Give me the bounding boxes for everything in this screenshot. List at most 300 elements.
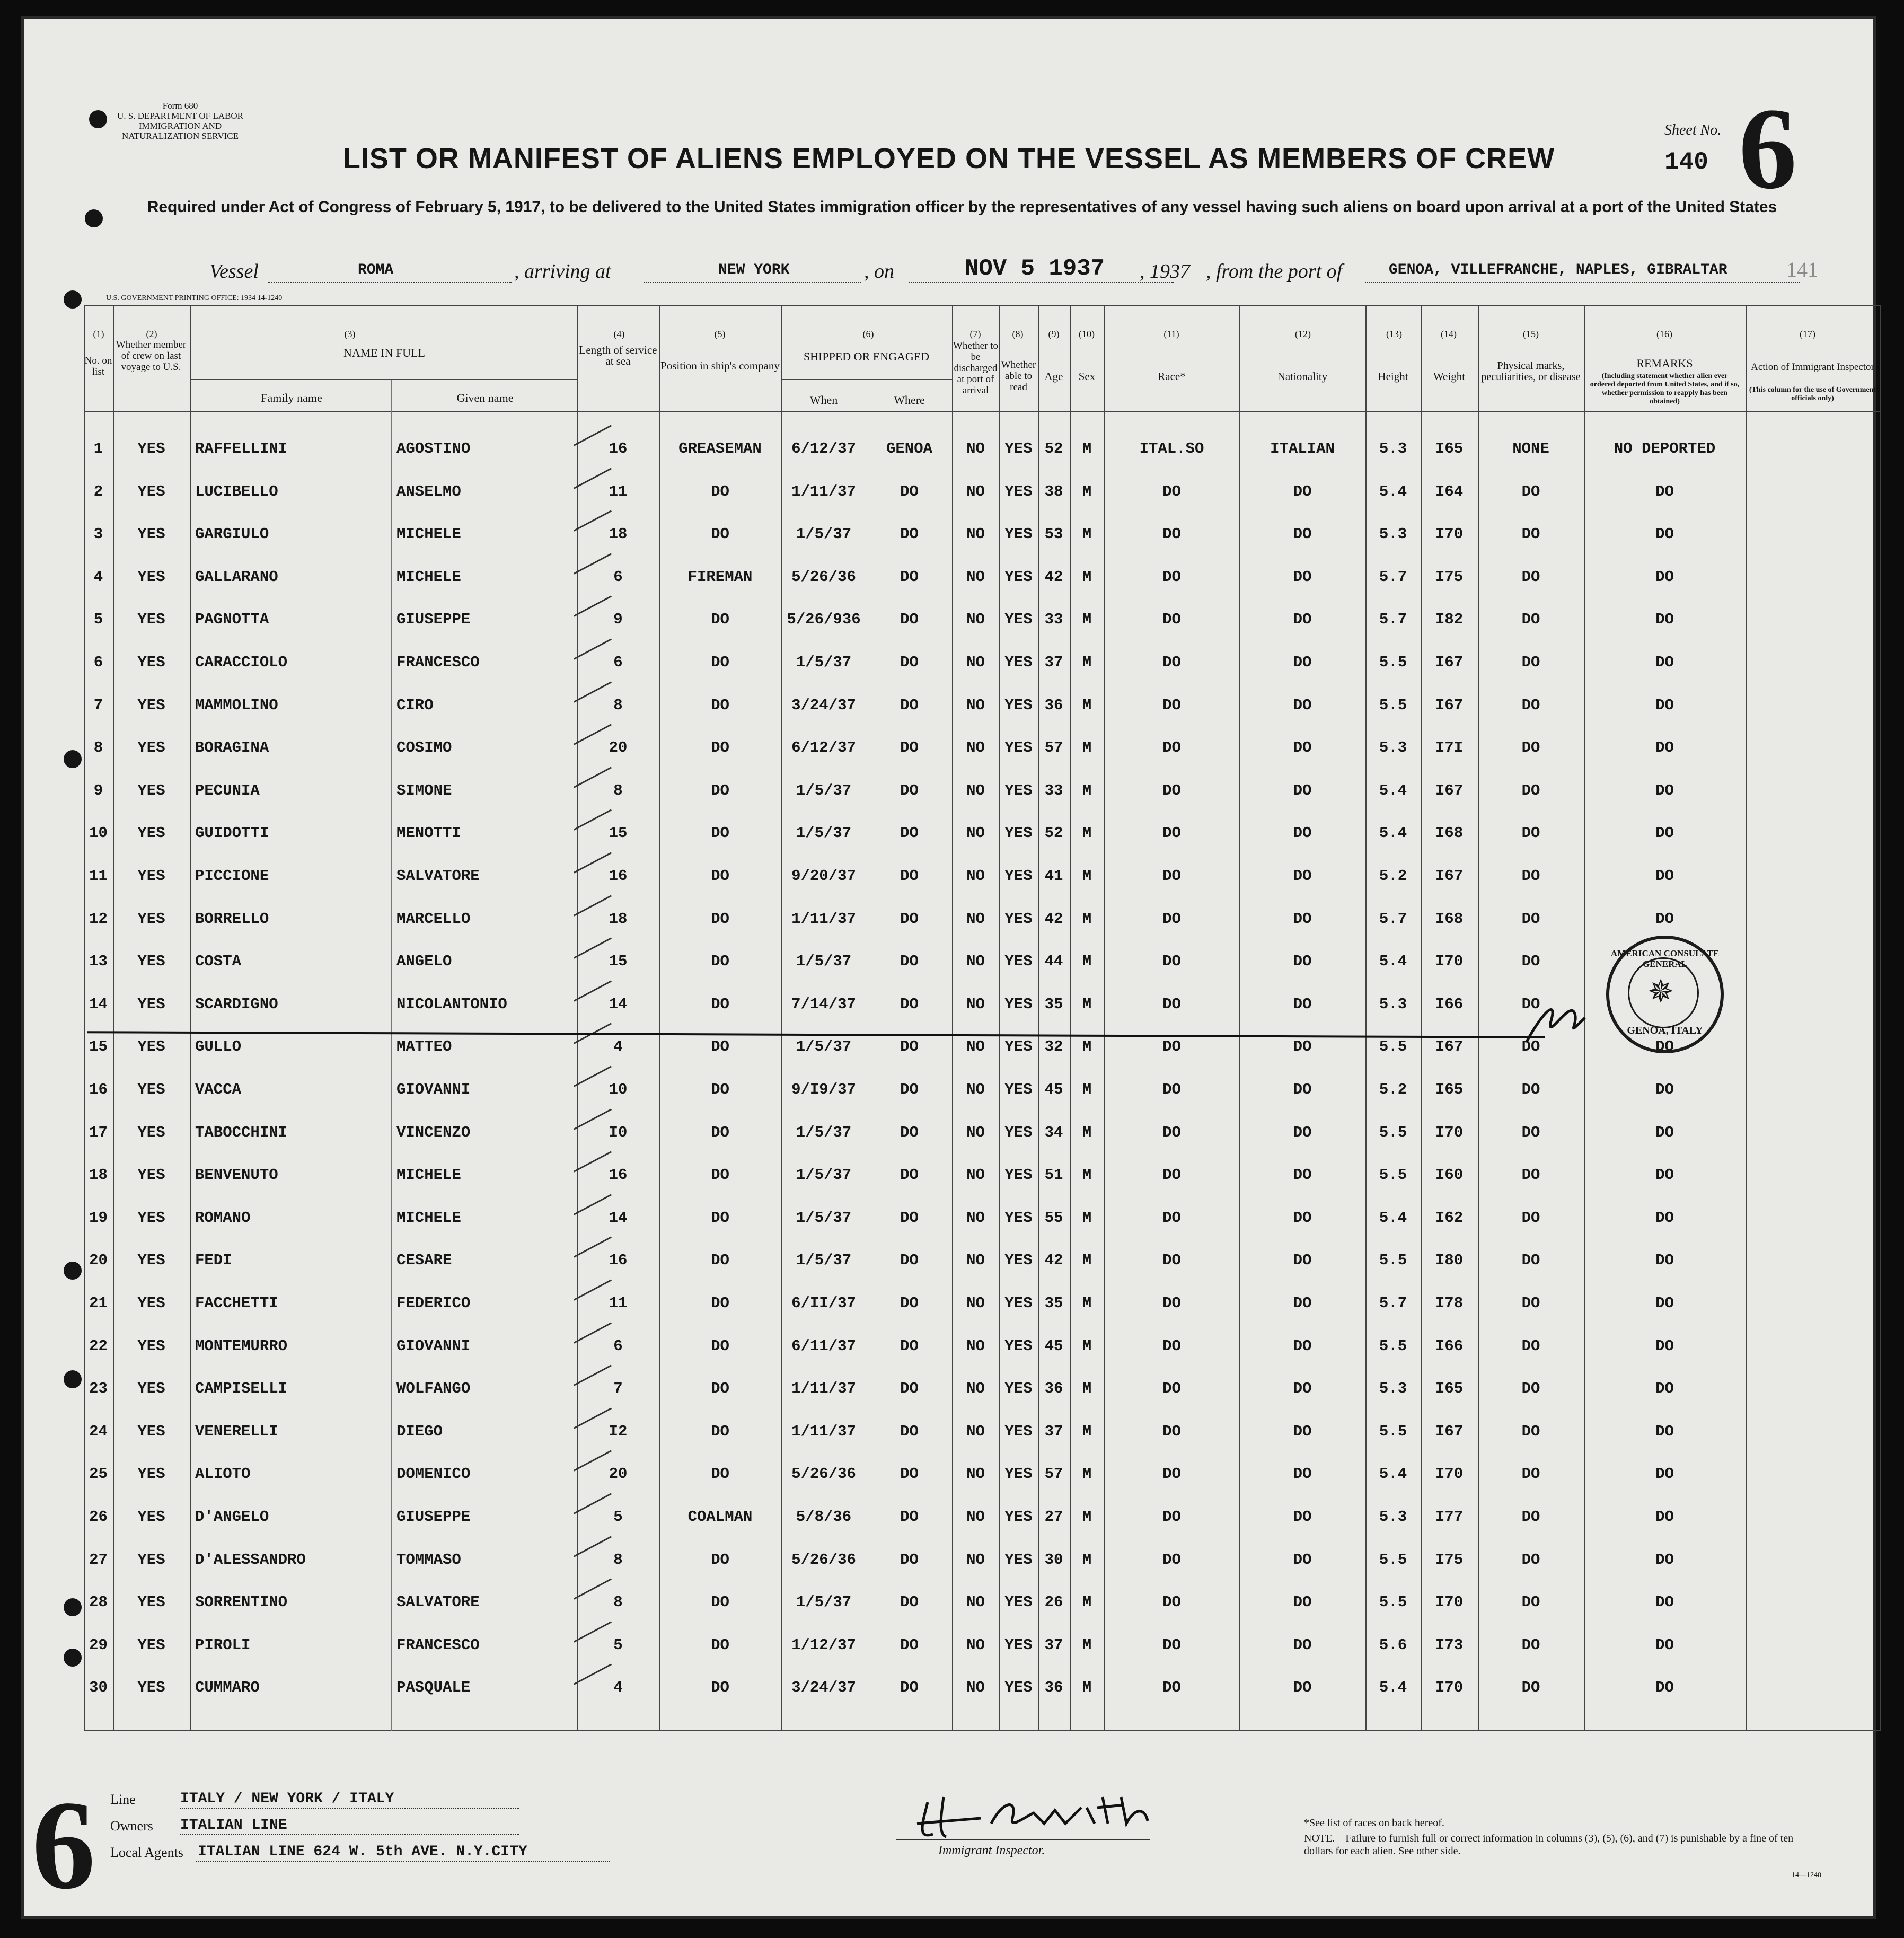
- column-number: (9): [1048, 329, 1060, 339]
- cell-height: 5.4: [1379, 1679, 1407, 1697]
- cell-read: YES: [1004, 781, 1033, 799]
- cell-nat: DO: [1293, 1508, 1312, 1526]
- cell-when: 1/5/37: [796, 1166, 852, 1184]
- cell-last: YES: [137, 1081, 165, 1098]
- cell-sex: M: [1082, 482, 1092, 500]
- cell-height: 5.5: [1379, 696, 1407, 714]
- cell-length: 11: [609, 1294, 628, 1312]
- cell-age: 35: [1044, 1294, 1063, 1312]
- cell-remarks: DO: [1655, 781, 1674, 799]
- cell-no: 7: [93, 696, 103, 714]
- cell-family: FACCHETTI: [195, 1294, 278, 1312]
- cell-weight: I66: [1435, 1337, 1464, 1355]
- table-row: [84, 440, 1881, 482]
- cell-height: 5.4: [1379, 1465, 1407, 1483]
- cell-phys: DO: [1521, 1337, 1540, 1355]
- cell-disch: NO: [966, 867, 985, 885]
- cell-phys: DO: [1521, 568, 1540, 586]
- cell-phys: DO: [1521, 1123, 1540, 1141]
- cell-race: DO: [1162, 867, 1181, 885]
- cell-nat: DO: [1293, 1038, 1312, 1056]
- cell-family: CARACCIOLO: [195, 654, 288, 671]
- cell-phys: DO: [1521, 910, 1540, 928]
- cell-disch: NO: [966, 440, 985, 457]
- cell-where: DO: [900, 867, 919, 885]
- cell-family: ALIOTO: [195, 1465, 251, 1483]
- cell-family: D'ANGELO: [195, 1508, 269, 1526]
- cell-height: 5.2: [1379, 1081, 1407, 1098]
- cell-read: YES: [1004, 482, 1033, 500]
- cell-no: 6: [93, 654, 103, 671]
- table-row: [84, 568, 1881, 611]
- year-label: , 1937: [1140, 260, 1190, 283]
- cell-read: YES: [1004, 568, 1033, 586]
- cell-last: YES: [137, 1551, 165, 1569]
- cell-nat: DO: [1293, 995, 1312, 1013]
- cell-no: 8: [93, 739, 103, 757]
- cell-read: YES: [1004, 1465, 1033, 1483]
- eagle-seal-icon: ✵: [1647, 974, 1674, 1009]
- cell-read: YES: [1004, 1679, 1033, 1697]
- cell-remarks: DO: [1655, 1038, 1674, 1056]
- cell-sex: M: [1082, 781, 1092, 799]
- cell-read: YES: [1004, 910, 1033, 928]
- cell-age: 57: [1044, 1465, 1063, 1483]
- table-row: [84, 1081, 1881, 1123]
- cell-given: FRANCESCO: [396, 1636, 480, 1654]
- cell-when: 7/14/37: [791, 995, 856, 1013]
- cell-disch: NO: [966, 611, 985, 629]
- cell-position: DO: [711, 953, 729, 971]
- cell-phys: DO: [1521, 995, 1540, 1013]
- cell-nat: DO: [1293, 1294, 1312, 1312]
- cell-phys: DO: [1521, 824, 1540, 842]
- hdr-discharged: Whether to be discharged at port of arrival: [953, 340, 998, 396]
- cell-position: DO: [711, 696, 729, 714]
- cell-position: DO: [711, 1679, 729, 1697]
- cell-last: YES: [137, 611, 165, 629]
- cell-given: SALVATORE: [396, 1593, 480, 1611]
- cell-position: DO: [711, 910, 729, 928]
- cell-age: 36: [1044, 1380, 1063, 1398]
- cell-no: 10: [89, 824, 108, 842]
- cell-where: DO: [900, 482, 919, 500]
- cell-family: BORAGINA: [195, 739, 269, 757]
- punch-hole: [64, 750, 82, 768]
- cell-disch: NO: [966, 1508, 985, 1526]
- arriving-label: , arriving at: [514, 260, 611, 283]
- cell-race: DO: [1162, 1123, 1181, 1141]
- cell-when: 3/24/37: [791, 696, 856, 714]
- cell-where: DO: [900, 1038, 919, 1056]
- cell-remarks: DO: [1655, 1252, 1674, 1270]
- cell-race: DO: [1162, 1679, 1181, 1697]
- cell-age: 44: [1044, 953, 1063, 971]
- from-ports: GENOA, VILLEFRANCHE, NAPLES, GIBRALTAR: [1389, 262, 1727, 278]
- agents-value: ITALIAN LINE 624 W. 5th AVE. N.Y.CITY: [198, 1844, 527, 1860]
- cell-where: DO: [900, 1209, 919, 1227]
- cell-remarks: DO: [1655, 1636, 1674, 1654]
- service-name: IMMIGRATION AND NATURALIZATION SERVICE: [121, 121, 239, 141]
- cell-where: DO: [900, 1337, 919, 1355]
- column-number: (17): [1800, 329, 1815, 339]
- cell-read: YES: [1004, 995, 1033, 1013]
- cell-phys: DO: [1521, 1038, 1540, 1056]
- cell-age: 52: [1044, 440, 1063, 457]
- column-number: (5): [714, 329, 726, 339]
- cell-race: DO: [1162, 1038, 1181, 1056]
- cell-height: 5.7: [1379, 568, 1407, 586]
- cell-where: DO: [900, 1123, 919, 1141]
- cell-given: SIMONE: [396, 781, 452, 799]
- cell-when: 1/11/37: [791, 1380, 856, 1398]
- cell-disch: NO: [966, 1123, 985, 1141]
- cell-sex: M: [1082, 1380, 1092, 1398]
- cell-family: VACCA: [195, 1081, 242, 1098]
- cell-height: 5.5: [1379, 1337, 1407, 1355]
- cell-race: DO: [1162, 654, 1181, 671]
- cell-length: 4: [613, 1038, 623, 1056]
- cell-sex: M: [1082, 910, 1092, 928]
- table-row: [84, 1166, 1881, 1209]
- cell-last: YES: [137, 482, 165, 500]
- cell-position: DO: [711, 1636, 729, 1654]
- cell-last: YES: [137, 953, 165, 971]
- cell-remarks: DO: [1655, 1166, 1674, 1184]
- cell-remarks: DO: [1655, 1380, 1674, 1398]
- cell-read: YES: [1004, 1252, 1033, 1270]
- cell-remarks: DO: [1655, 696, 1674, 714]
- cell-family: SORRENTINO: [195, 1593, 288, 1611]
- cell-family: GALLARANO: [195, 568, 278, 586]
- cell-family: SCARDIGNO: [195, 995, 278, 1013]
- cell-when: 1/11/37: [791, 910, 856, 928]
- cell-when: 1/11/37: [791, 482, 856, 500]
- cell-length: 14: [609, 995, 628, 1013]
- cell-sex: M: [1082, 1551, 1092, 1569]
- cell-phys: DO: [1521, 1209, 1540, 1227]
- cell-last: YES: [137, 1508, 165, 1526]
- cell-weight: I67: [1435, 781, 1464, 799]
- cell-length: 20: [609, 739, 628, 757]
- cell-race: DO: [1162, 739, 1181, 757]
- cell-weight: I65: [1435, 1380, 1464, 1398]
- cell-given: PASQUALE: [396, 1679, 471, 1697]
- cell-position: DO: [711, 1422, 729, 1440]
- cell-nat: DO: [1293, 1209, 1312, 1227]
- cell-no: 28: [89, 1593, 108, 1611]
- agents-label: Local Agents: [110, 1845, 183, 1860]
- cell-remarks: DO: [1655, 611, 1674, 629]
- cell-family: MAMMOLINO: [195, 696, 278, 714]
- cell-where: DO: [900, 1422, 919, 1440]
- table-row: [84, 910, 1881, 953]
- cell-no: 11: [89, 867, 108, 885]
- cell-height: 5.4: [1379, 482, 1407, 500]
- cell-sex: M: [1082, 1166, 1092, 1184]
- cell-phys: NONE: [1512, 440, 1549, 457]
- cell-sex: M: [1082, 1422, 1092, 1440]
- cell-last: YES: [137, 1679, 165, 1697]
- cell-age: 33: [1044, 781, 1063, 799]
- cell-race: ITAL.SO: [1139, 440, 1204, 457]
- cell-phys: DO: [1521, 1166, 1540, 1184]
- cell-family: CAMPISELLI: [195, 1380, 288, 1398]
- cell-weight: I67: [1435, 867, 1464, 885]
- cell-position: FIREMAN: [687, 568, 753, 586]
- table-row: [84, 1380, 1881, 1422]
- cell-phys: DO: [1521, 1593, 1540, 1611]
- cell-length: 6: [613, 1337, 623, 1355]
- cell-remarks: DO: [1655, 654, 1674, 671]
- cell-phys: DO: [1521, 953, 1540, 971]
- cell-age: 35: [1044, 995, 1063, 1013]
- cell-last: YES: [137, 1209, 165, 1227]
- cell-family: BENVENUTO: [195, 1166, 278, 1184]
- cell-last: YES: [137, 781, 165, 799]
- cell-height: 5.6: [1379, 1636, 1407, 1654]
- cell-disch: NO: [966, 1636, 985, 1654]
- cell-where: DO: [900, 910, 919, 928]
- cell-position: DO: [711, 1465, 729, 1483]
- line-value: ITALY / NEW YORK / ITALY: [180, 1791, 394, 1807]
- column-number: (4): [613, 329, 625, 339]
- cell-weight: I60: [1435, 1166, 1464, 1184]
- cell-remarks: DO: [1655, 1465, 1674, 1483]
- cell-when: 6/11/37: [791, 1337, 856, 1355]
- cell-phys: DO: [1521, 1508, 1540, 1526]
- owners-value: ITALIAN LINE: [180, 1817, 287, 1834]
- cell-remarks: DO: [1655, 1123, 1674, 1141]
- cell-where: DO: [900, 525, 919, 543]
- cell-where: DO: [900, 1465, 919, 1483]
- cell-when: 5/26/36: [791, 1551, 856, 1569]
- table-row: [84, 1337, 1881, 1380]
- cell-sex: M: [1082, 696, 1092, 714]
- cell-when: 1/5/37: [796, 953, 852, 971]
- cell-sex: M: [1082, 654, 1092, 671]
- cell-phys: DO: [1521, 1380, 1540, 1398]
- hdr-name-in-full: NAME IN FULL: [343, 346, 425, 359]
- table-row: [84, 1252, 1881, 1294]
- cell-age: 41: [1044, 867, 1063, 885]
- cell-no: 5: [93, 611, 103, 629]
- cell-read: YES: [1004, 1551, 1033, 1569]
- hdr-height: Height: [1378, 370, 1408, 383]
- cell-when: 1/5/37: [796, 654, 852, 671]
- cell-phys: DO: [1521, 1679, 1540, 1697]
- cell-where: DO: [900, 739, 919, 757]
- cell-remarks: DO: [1655, 1422, 1674, 1440]
- cell-height: 5.4: [1379, 781, 1407, 799]
- cell-no: 1: [93, 440, 103, 457]
- cell-given: MENOTTI: [396, 824, 461, 842]
- line-label: Line: [110, 1792, 136, 1807]
- cell-position: DO: [711, 1209, 729, 1227]
- cell-phys: DO: [1521, 1081, 1540, 1098]
- form-subtitle: Required under Act of Congress of February 5, 1917, to be delivered to the United States immigration officer by the representatives of any vessel having such aliens on board upon arrival at a port of the United States: [147, 198, 1777, 216]
- cell-nat: DO: [1293, 654, 1312, 671]
- cell-last: YES: [137, 1636, 165, 1654]
- manifest-sheet: [21, 16, 1876, 1919]
- form-id: [111, 101, 249, 141]
- cell-given: MICHELE: [396, 525, 461, 543]
- cell-weight: I67: [1435, 696, 1464, 714]
- cell-age: 45: [1044, 1081, 1063, 1098]
- arrival-date-stamp: NOV 5 1937: [965, 256, 1105, 282]
- cell-when: 3/24/37: [791, 1679, 856, 1697]
- cell-phys: DO: [1521, 1422, 1540, 1440]
- cell-weight: I70: [1435, 1679, 1464, 1697]
- column-number: (1): [93, 329, 104, 339]
- cell-height: 5.3: [1379, 995, 1407, 1013]
- cell-phys: DO: [1521, 1252, 1540, 1270]
- cell-height: 5.3: [1379, 525, 1407, 543]
- cell-race: DO: [1162, 1422, 1181, 1440]
- cell-given: VINCENZO: [396, 1123, 471, 1141]
- inspector-signature: [912, 1786, 1156, 1845]
- cell-sex: M: [1082, 1337, 1092, 1355]
- cell-family: PIROLI: [195, 1636, 251, 1654]
- cell-last: YES: [137, 568, 165, 586]
- punch-hole: [89, 110, 107, 128]
- cell-remarks: DO: [1655, 1294, 1674, 1312]
- cell-length: 16: [609, 1252, 628, 1270]
- cell-disch: NO: [966, 568, 985, 586]
- cell-weight: I73: [1435, 1636, 1464, 1654]
- cell-remarks: NO DEPORTED: [1614, 440, 1716, 457]
- cell-where: DO: [900, 1294, 919, 1312]
- cell-last: YES: [137, 1123, 165, 1141]
- cell-read: YES: [1004, 1380, 1033, 1398]
- cell-given: FRANCESCO: [396, 654, 480, 671]
- cell-nat: DO: [1293, 1679, 1312, 1697]
- cell-weight: I78: [1435, 1294, 1464, 1312]
- cell-where: DO: [900, 611, 919, 629]
- cell-phys: DO: [1521, 781, 1540, 799]
- cell-weight: I7I: [1435, 739, 1464, 757]
- cell-length: 18: [609, 910, 628, 928]
- cell-read: YES: [1004, 1123, 1033, 1141]
- cell-read: YES: [1004, 1337, 1033, 1355]
- cell-disch: NO: [966, 696, 985, 714]
- cell-sex: M: [1082, 568, 1092, 586]
- footer-note-penalty: NOTE.—Failure to furnish full or correct information in columns (3), (5), (6), and (7) is punishable by a fine of ten dollars for each alien. See other side.: [1304, 1833, 1794, 1857]
- cell-height: 5.5: [1379, 1551, 1407, 1569]
- cell-weight: I70: [1435, 1123, 1464, 1141]
- cell-height: 5.3: [1379, 739, 1407, 757]
- cell-age: 37: [1044, 1422, 1063, 1440]
- inspector-label: Immigrant Inspector.: [938, 1844, 1045, 1857]
- cell-length: 7: [613, 1380, 623, 1398]
- cell-phys: DO: [1521, 696, 1540, 714]
- cell-sex: M: [1082, 1636, 1092, 1654]
- cell-when: 5/8/36: [796, 1508, 852, 1526]
- cell-where: DO: [900, 824, 919, 842]
- cell-where: DO: [900, 1081, 919, 1098]
- cell-phys: DO: [1521, 867, 1540, 885]
- cell-weight: I67: [1435, 654, 1464, 671]
- cell-weight: I68: [1435, 910, 1464, 928]
- cell-read: YES: [1004, 739, 1033, 757]
- table-row: [84, 1679, 1881, 1721]
- cell-weight: I75: [1435, 568, 1464, 586]
- cell-phys: DO: [1521, 1294, 1540, 1312]
- cell-nat: DO: [1293, 1252, 1312, 1270]
- cell-position: DO: [711, 824, 729, 842]
- cell-given: GIUSEPPE: [396, 1508, 471, 1526]
- cell-height: 5.5: [1379, 1252, 1407, 1270]
- cell-length: I2: [609, 1422, 628, 1440]
- cell-weight: I67: [1435, 1038, 1464, 1056]
- cell-disch: NO: [966, 1081, 985, 1098]
- cell-family: COSTA: [195, 953, 242, 971]
- cell-nat: DO: [1293, 1593, 1312, 1611]
- cell-last: YES: [137, 1337, 165, 1355]
- cell-no: 22: [89, 1337, 108, 1355]
- cell-nat: DO: [1293, 696, 1312, 714]
- cell-given: ANGELO: [396, 953, 452, 971]
- cell-where: DO: [900, 1679, 919, 1697]
- cell-weight: I62: [1435, 1209, 1464, 1227]
- cell-position: DO: [711, 867, 729, 885]
- cell-height: 5.3: [1379, 440, 1407, 457]
- cell-length: 8: [613, 1593, 623, 1611]
- cell-family: ROMANO: [195, 1209, 251, 1227]
- cell-position: GREASEMAN: [678, 440, 762, 457]
- table-row: [84, 525, 1881, 568]
- cell-nat: DO: [1293, 867, 1312, 885]
- cell-height: 5.4: [1379, 824, 1407, 842]
- punch-hole: [64, 290, 82, 309]
- cell-given: WOLFANGO: [396, 1380, 471, 1398]
- cell-given: CESARE: [396, 1252, 452, 1270]
- cell-family: PAGNOTTA: [195, 611, 269, 629]
- cell-age: 26: [1044, 1593, 1063, 1611]
- cell-nat: DO: [1293, 1123, 1312, 1141]
- cell-sex: M: [1082, 824, 1092, 842]
- cell-remarks: DO: [1655, 568, 1674, 586]
- hdr-action-note: (This column for the use of Government officials only): [1749, 386, 1876, 402]
- cell-remarks: DO: [1655, 867, 1674, 885]
- cell-nat: ITALIAN: [1270, 440, 1335, 457]
- hdr-no-on-list: No. on list: [84, 355, 112, 377]
- cell-last: YES: [137, 1593, 165, 1611]
- table-row: [84, 1209, 1881, 1252]
- cell-disch: NO: [966, 1593, 985, 1611]
- hdr-race: Race*: [1158, 370, 1186, 383]
- cell-nat: DO: [1293, 739, 1312, 757]
- cell-weight: I70: [1435, 525, 1464, 543]
- cell-no: 14: [89, 995, 108, 1013]
- table-row: [84, 697, 1881, 739]
- cell-read: YES: [1004, 824, 1033, 842]
- form-number: Form 680: [162, 101, 198, 111]
- cell-nat: DO: [1293, 482, 1312, 500]
- cell-height: 5.2: [1379, 867, 1407, 885]
- cell-phys: DO: [1521, 1465, 1540, 1483]
- cell-position: DO: [711, 1593, 729, 1611]
- cell-position: DO: [711, 1081, 729, 1098]
- punch-hole: [85, 209, 103, 227]
- cell-phys: DO: [1521, 525, 1540, 543]
- arriving-port: NEW YORK: [718, 262, 790, 278]
- punch-hole: [64, 1649, 82, 1667]
- cell-nat: DO: [1293, 910, 1312, 928]
- cell-height: 5.7: [1379, 1294, 1407, 1312]
- cell-height: 5.7: [1379, 910, 1407, 928]
- cell-length: 14: [609, 1209, 628, 1227]
